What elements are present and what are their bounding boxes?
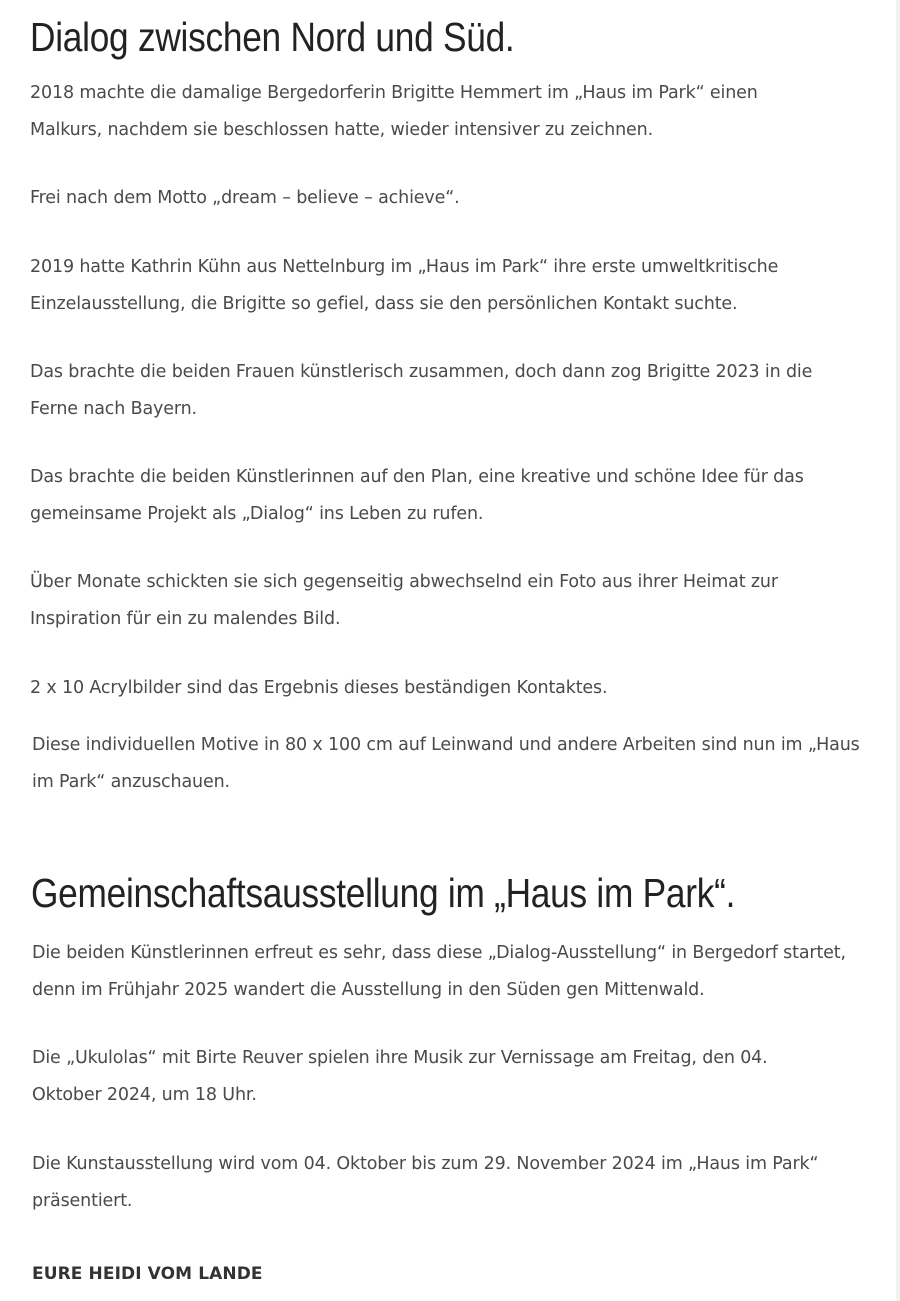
paragraph: Die Kunstausstellung wird vom 04. Oktober bis zum 29. November 2024 im „Haus im Park“ präsentiert. xyxy=(32,1154,819,1211)
section-heading-dialog: Dialog zwischen Nord und Süd. xyxy=(30,14,515,60)
author-signature: EURE HEIDI VOM LANDE xyxy=(32,1264,263,1284)
paragraph: Diese individuellen Motive in 80 x 100 cm auf Leinwand und andere Arbeiten sind nun im „Haus im Park“ anzuschauen. xyxy=(32,735,860,792)
paragraph: 2019 hatte Kathrin Kühn aus Nettelnburg im „Haus im Park“ ihre erste umweltkritische Einzelausstellung, die Brigitte so gefiel, dass sie den persönlichen Kontakt suchte. xyxy=(30,257,779,314)
page-edge xyxy=(896,0,900,1301)
paragraph: Die „Ukulolas“ mit Birte Reuver spielen ihre Musik zur Vernissage am Freitag, den 04. Oktober 2024, um 18 Uhr. xyxy=(32,1048,768,1105)
paragraph: 2018 machte die damalige Bergedorferin Brigitte Hemmert im „Haus im Park“ einen Malkurs, nachdem sie beschlossen hatte, wieder intensiver zu zeichnen. xyxy=(30,83,758,140)
paragraph: Über Monate schickten sie sich gegenseitig abwechselnd ein Foto aus ihrer Heimat zur Inspiration für ein zu malendes Bild. xyxy=(30,572,778,629)
paragraph: Das brachte die beiden Frauen künstlerisch zusammen, doch dann zog Brigitte 2023 in die Ferne nach Bayern. xyxy=(30,362,813,419)
paragraph: 2 x 10 Acrylbilder sind das Ergebnis dieses beständigen Kontaktes. xyxy=(30,678,608,698)
paragraph: Frei nach dem Motto „dream – believe – achieve“. xyxy=(30,188,460,208)
paragraph: Das brachte die beiden Künstlerinnen auf den Plan, eine kreative und schöne Idee für das gemeinsame Projekt als „Dialog“ ins Leben zu rufen. xyxy=(30,467,804,524)
paragraph: Die beiden Künstlerinnen erfreut es sehr, dass diese „Dialog-Ausstellung“ in Bergedorf startet, denn im Frühjahr 2025 wandert die Ausstellung in den Süden gen Mittenwald. xyxy=(32,943,846,1000)
section-heading-exhibition: Gemeinschaftsausstellung im „Haus im Park“. xyxy=(31,870,736,916)
